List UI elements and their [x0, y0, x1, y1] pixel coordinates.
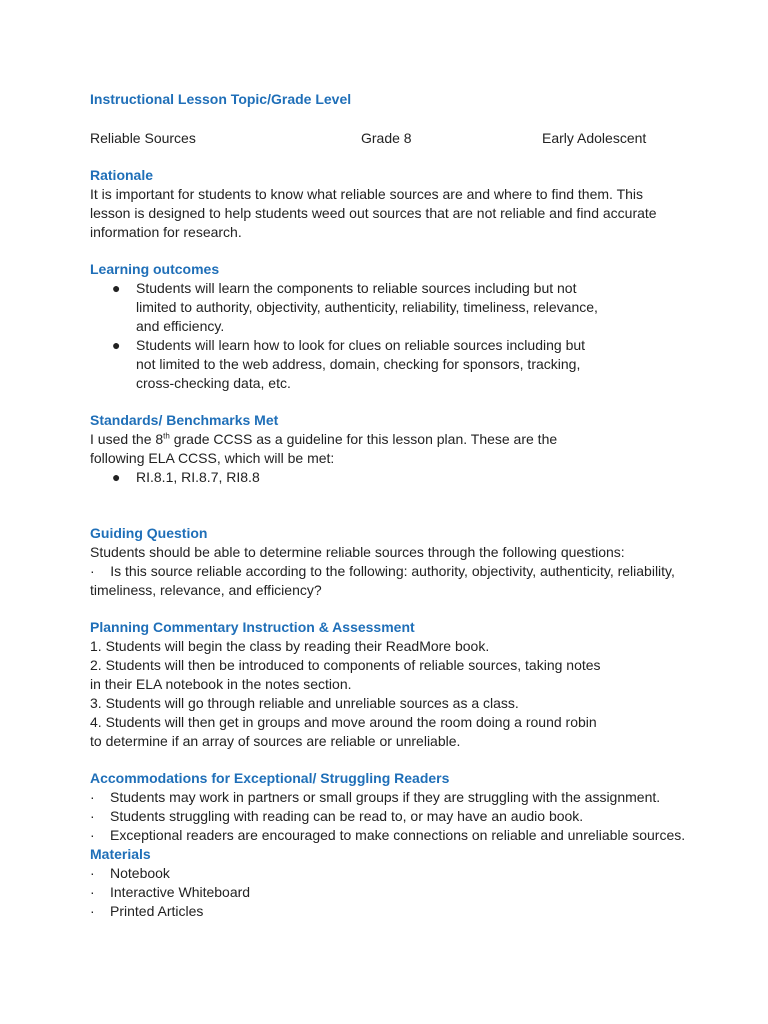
topic-row [90, 129, 710, 148]
learning-outcomes-heading: Learning outcomes [90, 261, 220, 277]
list-item: 3. Students will go through reliable and unreliable sources as a class. [90, 695, 519, 711]
list-item: · Students may work in partners or small groups if they are struggling with the assignment. [90, 789, 661, 805]
planning-section [90, 618, 710, 751]
rationale-section [90, 166, 710, 242]
list-item: · Printed Articles [90, 903, 204, 919]
learning-outcomes-section [90, 260, 710, 393]
list-item: ● Students will learn the components to reliable sources including but not limited to authority, objectivity, authenticity, reliability, timeliness, relevance, and efficiency. [112, 280, 598, 334]
rationale-text: It is important for students to know what reliable sources are and where to find them. This lesson is designed to help students weed out sources that are not reliable and find accurate information for research. [90, 186, 657, 240]
standards-list [90, 468, 710, 487]
bullet-icon: · [90, 563, 111, 579]
list-item: · Students struggling with reading can be read to, or may have an audio book. [90, 808, 584, 824]
list-item: 4. Students will then get in groups and move around the room doing a round robin to determine if an array of sources are reliable or unreliable. [90, 714, 597, 749]
bullet-icon: ● [112, 280, 121, 296]
guiding-question-section [90, 524, 710, 600]
accommodations-list [90, 788, 710, 845]
guiding-question-heading: Guiding Question [90, 525, 208, 541]
list-item: · Is this source reliable according to the following: authority, objectivity, authenticity, reliability, timeliness, relevance, and efficiency? [90, 563, 675, 598]
list-item: 2. Students will then be introduced to components of reliable sources, taking notes in their ELA notebook in the notes section. [90, 657, 601, 692]
list-item: · Notebook [90, 865, 170, 881]
materials-heading: Materials [90, 846, 151, 862]
planning-heading: Planning Commentary Instruction & Assessment [90, 619, 415, 635]
standards-section [90, 411, 710, 487]
guiding-question-intro: Students should be able to determine reliable sources through the following questions: [90, 544, 625, 560]
standards-heading: Standards/ Benchmarks Met [90, 412, 279, 428]
bullet-icon: · [90, 827, 95, 843]
list-item: ● RI.8.1, RI.8.7, RI8.8 [112, 469, 260, 485]
topic-stage: Early Adolescent [542, 130, 647, 146]
materials-section [90, 845, 710, 921]
rationale-heading: Rationale [90, 167, 154, 183]
topic-subject: Reliable Sources [90, 130, 196, 146]
bullet-icon: · [90, 808, 95, 824]
bullet-icon: · [90, 903, 95, 919]
bullet-icon: · [90, 789, 95, 805]
materials-list [90, 864, 710, 921]
bullet-icon: · [90, 865, 95, 881]
accommodations-section [90, 769, 710, 845]
bullet-icon: ● [112, 337, 121, 353]
standards-text: I used the 8th grade CCSS as a guideline for this lesson plan. These are the following ELA CCSS, which will be met: [90, 431, 558, 466]
bullet-icon: · [90, 884, 95, 900]
bullet-icon: ● [112, 469, 121, 485]
accommodations-heading: Accommodations for Exceptional/ Struggling Readers [90, 770, 450, 786]
planning-list [90, 637, 610, 751]
topic-grade: Grade 8 [361, 130, 412, 146]
list-item: · Exceptional readers are encouraged to make connections on reliable and unreliable sources. [90, 827, 686, 843]
learning-outcomes-list [90, 279, 606, 393]
list-item: ● Students will learn how to look for clues on reliable sources including but not limited to the web address, domain, checking for sponsors, tracking, cross-checking data, etc. [112, 337, 586, 391]
lesson-plan-document [90, 90, 710, 921]
topic-heading: Instructional Lesson Topic/Grade Level [90, 91, 352, 107]
list-item: 1. Students will begin the class by reading their ReadMore book. [90, 638, 490, 654]
list-item: · Interactive Whiteboard [90, 884, 251, 900]
guiding-question-list [90, 562, 680, 600]
